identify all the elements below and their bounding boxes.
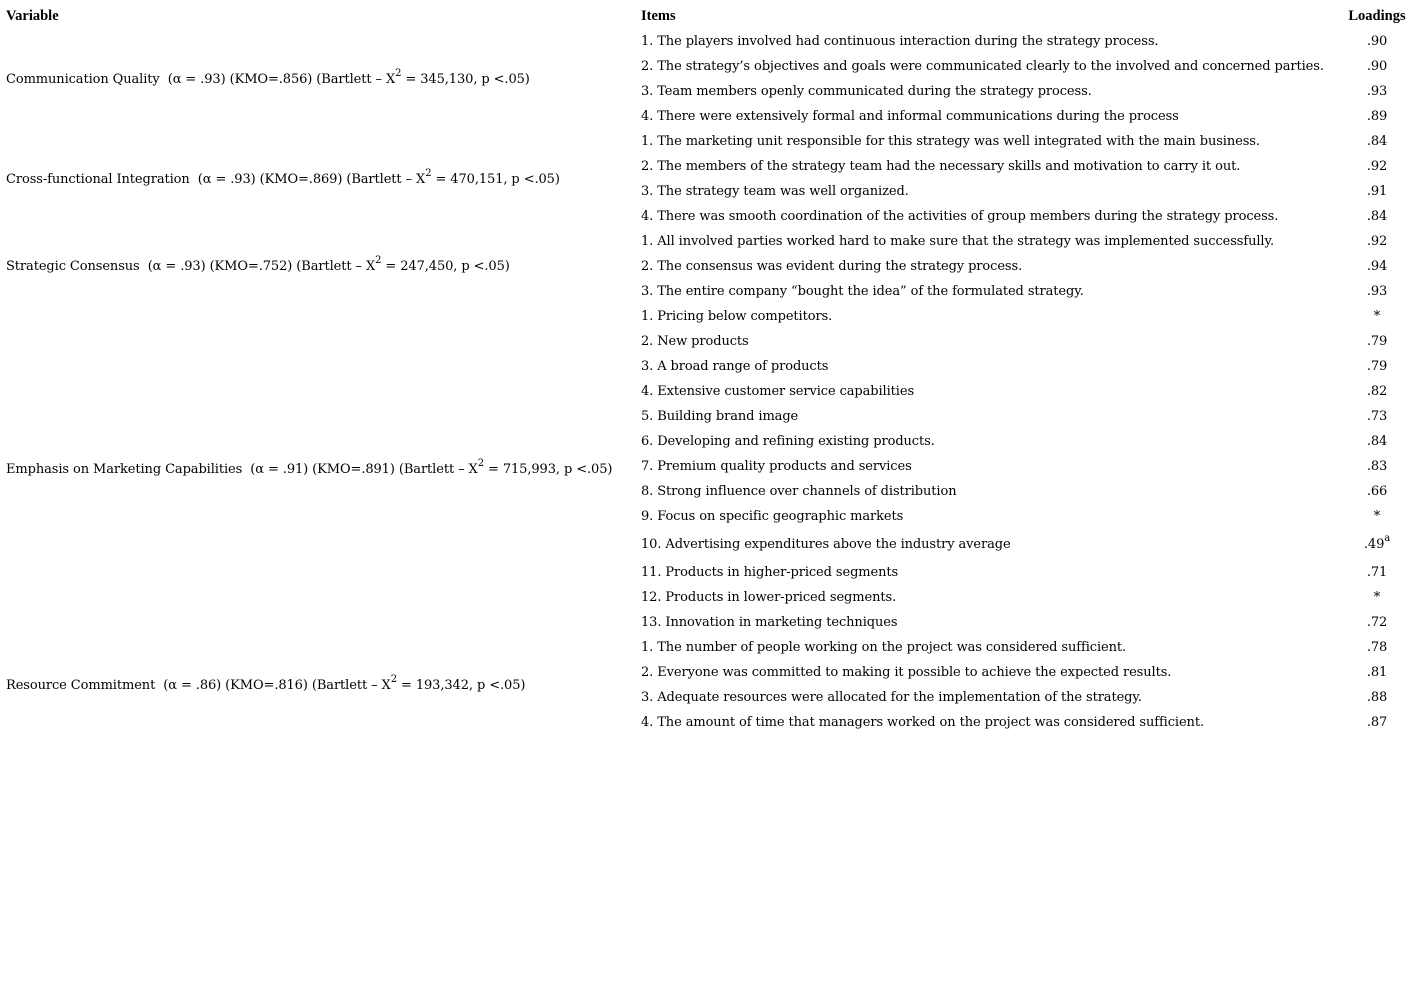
item-cell: 4. The amount of time that managers worked on the project was considered sufficient.	[641, 715, 1204, 730]
item-cell: 12. Products in lower-priced segments.	[641, 590, 897, 605]
loading-value: .49	[1363, 537, 1385, 552]
header-loadings: Loadings	[1348, 8, 1406, 24]
loading-cell	[1341, 504, 1413, 529]
loading-cell	[1341, 685, 1413, 710]
loading-value: .72	[1366, 615, 1388, 630]
item-cell: 2. The consensus was evident during the strategy process.	[641, 259, 1023, 274]
loading-cell	[1341, 54, 1413, 79]
loading-value: .92	[1366, 234, 1388, 249]
table-row	[6, 635, 1413, 660]
item-cell: 2. The members of the strategy team had the necessary skills and motivation to carry it out.	[641, 159, 1241, 174]
item-cell: 5. Building brand image	[641, 409, 799, 424]
loading-value: .83	[1366, 459, 1388, 474]
loading-cell	[1341, 129, 1413, 154]
loading-value: *	[1373, 590, 1381, 605]
loading-cell	[1341, 279, 1413, 304]
loading-value: .82	[1366, 384, 1388, 399]
loading-cell	[1341, 429, 1413, 454]
item-cell: 1. The players involved had continuous interaction during the strategy process.	[641, 34, 1159, 49]
header-variable: Variable	[6, 8, 59, 24]
loading-footnote-marker: a	[1384, 533, 1391, 544]
item-cell: 2. New products	[641, 334, 749, 349]
variable-stats-sup: 2	[375, 255, 382, 266]
loading-value: .81	[1366, 665, 1388, 680]
item-cell: 9. Focus on specific geographic markets	[641, 509, 904, 524]
loading-cell	[1341, 560, 1413, 585]
item-cell: 1. Pricing below competitors.	[641, 309, 833, 324]
item-cell: 4. Extensive customer service capabilities	[641, 384, 915, 399]
variable-cell	[6, 29, 641, 129]
variable-stats-sup: 2	[395, 67, 402, 79]
loading-cell	[1341, 529, 1413, 560]
loading-cell	[1341, 454, 1413, 479]
loading-cell	[1341, 354, 1413, 379]
loading-cell	[1341, 479, 1413, 504]
item-cell: 3. The strategy team was well organized.	[641, 184, 909, 199]
table-row	[6, 129, 1413, 154]
item-cell: 1. The marketing unit responsible for this strategy was well integrated with the main business.	[641, 134, 1260, 149]
item-cell: 8. Strong influence over channels of distribution	[641, 484, 957, 499]
loading-value: .84	[1366, 134, 1388, 149]
loading-value: .90	[1366, 34, 1388, 49]
loading-value: .88	[1366, 690, 1388, 705]
loading-value: .90	[1366, 59, 1388, 74]
loading-value: .94	[1366, 259, 1388, 274]
loading-value: .93	[1366, 84, 1388, 99]
variable-cell	[6, 304, 641, 635]
item-cell: 2. Everyone was committed to making it possible to achieve the expected results.	[641, 665, 1172, 680]
variable-name: Strategic Consensus	[6, 259, 140, 274]
loading-value: .73	[1366, 409, 1388, 424]
loading-cell	[1341, 79, 1413, 104]
variable-stats-pre: (α = .93) (KMO=.752) (Bartlett – X	[147, 259, 376, 274]
loading-value: .84	[1366, 434, 1388, 449]
table-row	[6, 29, 1413, 54]
item-cell: 7. Premium quality products and services	[641, 459, 912, 474]
loading-cell	[1341, 154, 1413, 179]
item-cell: 13. Innovation in marketing techniques	[641, 615, 898, 630]
header-items: Items	[641, 8, 676, 24]
variable-stats-sup: 2	[477, 458, 484, 469]
variable-name: Emphasis on Marketing Capabilities	[6, 462, 243, 477]
item-cell: 11. Products in higher-priced segments	[641, 565, 899, 580]
loading-cell	[1341, 229, 1413, 254]
loading-cell	[1341, 710, 1413, 735]
loading-cell	[1341, 379, 1413, 404]
table-body	[6, 29, 1413, 735]
variable-stats-pre: (α = .91) (KMO=.891) (Bartlett – X	[250, 462, 478, 477]
item-cell: 4. There were extensively formal and informal communications during the process	[641, 109, 1179, 124]
variable-stats-post: = 247,450, p <.05)	[381, 259, 510, 274]
loading-value: *	[1373, 509, 1381, 524]
item-cell: 3. Adequate resources were allocated for the implementation of the strategy.	[641, 690, 1142, 705]
loading-cell	[1341, 329, 1413, 354]
loading-cell	[1341, 29, 1413, 54]
item-cell: 3. Team members openly communicated during the strategy process.	[641, 84, 1092, 99]
variable-name: Resource Commitment	[6, 677, 156, 693]
loading-cell	[1341, 610, 1413, 635]
loading-cell	[1341, 204, 1413, 229]
variable-cell	[6, 635, 641, 735]
loading-value: .92	[1366, 159, 1388, 174]
loading-cell	[1341, 254, 1413, 279]
variable-stats-pre: (α = .86) (KMO=.816) (Bartlett – X	[163, 677, 391, 693]
loading-value: .87	[1366, 715, 1388, 730]
item-cell: 2. The strategy’s objectives and goals were communicated clearly to the involved and concerned parties.	[641, 59, 1324, 74]
variable-name: Communication Quality	[6, 71, 160, 87]
variable-stats-post: = 470,151, p <.05)	[431, 171, 560, 187]
loading-value: .79	[1366, 334, 1388, 349]
variable-stats-post: = 715,993, p <.05)	[483, 462, 613, 477]
item-cell: 10. Advertising expenditures above the industry average	[641, 537, 1011, 552]
loading-cell	[1341, 635, 1413, 660]
table-row	[6, 229, 1413, 254]
factor-loadings-table	[6, 4, 1413, 735]
variable-cell	[6, 129, 641, 229]
variable-stats-post: = 193,342, p <.05)	[396, 677, 526, 693]
loading-cell	[1341, 304, 1413, 329]
item-cell: 3. The entire company “bought the idea” of the formulated strategy.	[641, 284, 1084, 299]
item-cell: 1. All involved parties worked hard to make sure that the strategy was implemented successfully.	[641, 234, 1275, 249]
variable-stats-pre: (α = .93) (KMO=.856) (Bartlett – X	[167, 71, 396, 87]
loading-cell	[1341, 179, 1413, 204]
loading-value: .93	[1366, 284, 1388, 299]
loading-value: .89	[1366, 109, 1388, 124]
loading-value: .79	[1366, 359, 1388, 374]
loading-value: .66	[1366, 484, 1388, 499]
header-row	[6, 4, 1413, 29]
item-cell: 3. A broad range of products	[641, 359, 829, 374]
item-cell: 1. The number of people working on the project was considered sufficient.	[641, 640, 1127, 655]
variable-stats-sup: 2	[390, 673, 397, 685]
loading-value: .71	[1366, 565, 1388, 580]
variable-stats-pre: (α = .93) (KMO=.869) (Bartlett – X	[197, 171, 426, 187]
loading-cell	[1341, 660, 1413, 685]
loading-cell	[1341, 585, 1413, 610]
variable-stats-sup: 2	[425, 167, 432, 179]
item-cell: 6. Developing and refining existing products.	[641, 434, 935, 449]
loading-value: *	[1373, 309, 1381, 324]
loading-cell	[1341, 404, 1413, 429]
loading-value: .91	[1366, 184, 1388, 199]
loading-cell	[1341, 104, 1413, 129]
variable-name: Cross-functional Integration	[6, 171, 190, 187]
variable-stats-post: = 345,130, p <.05)	[401, 71, 530, 87]
item-cell: 4. There was smooth coordination of the activities of group members during the strategy process.	[641, 209, 1279, 224]
variable-cell	[6, 229, 641, 304]
table-row	[6, 304, 1413, 329]
loading-value: .84	[1366, 209, 1388, 224]
loading-value: .78	[1366, 640, 1388, 655]
